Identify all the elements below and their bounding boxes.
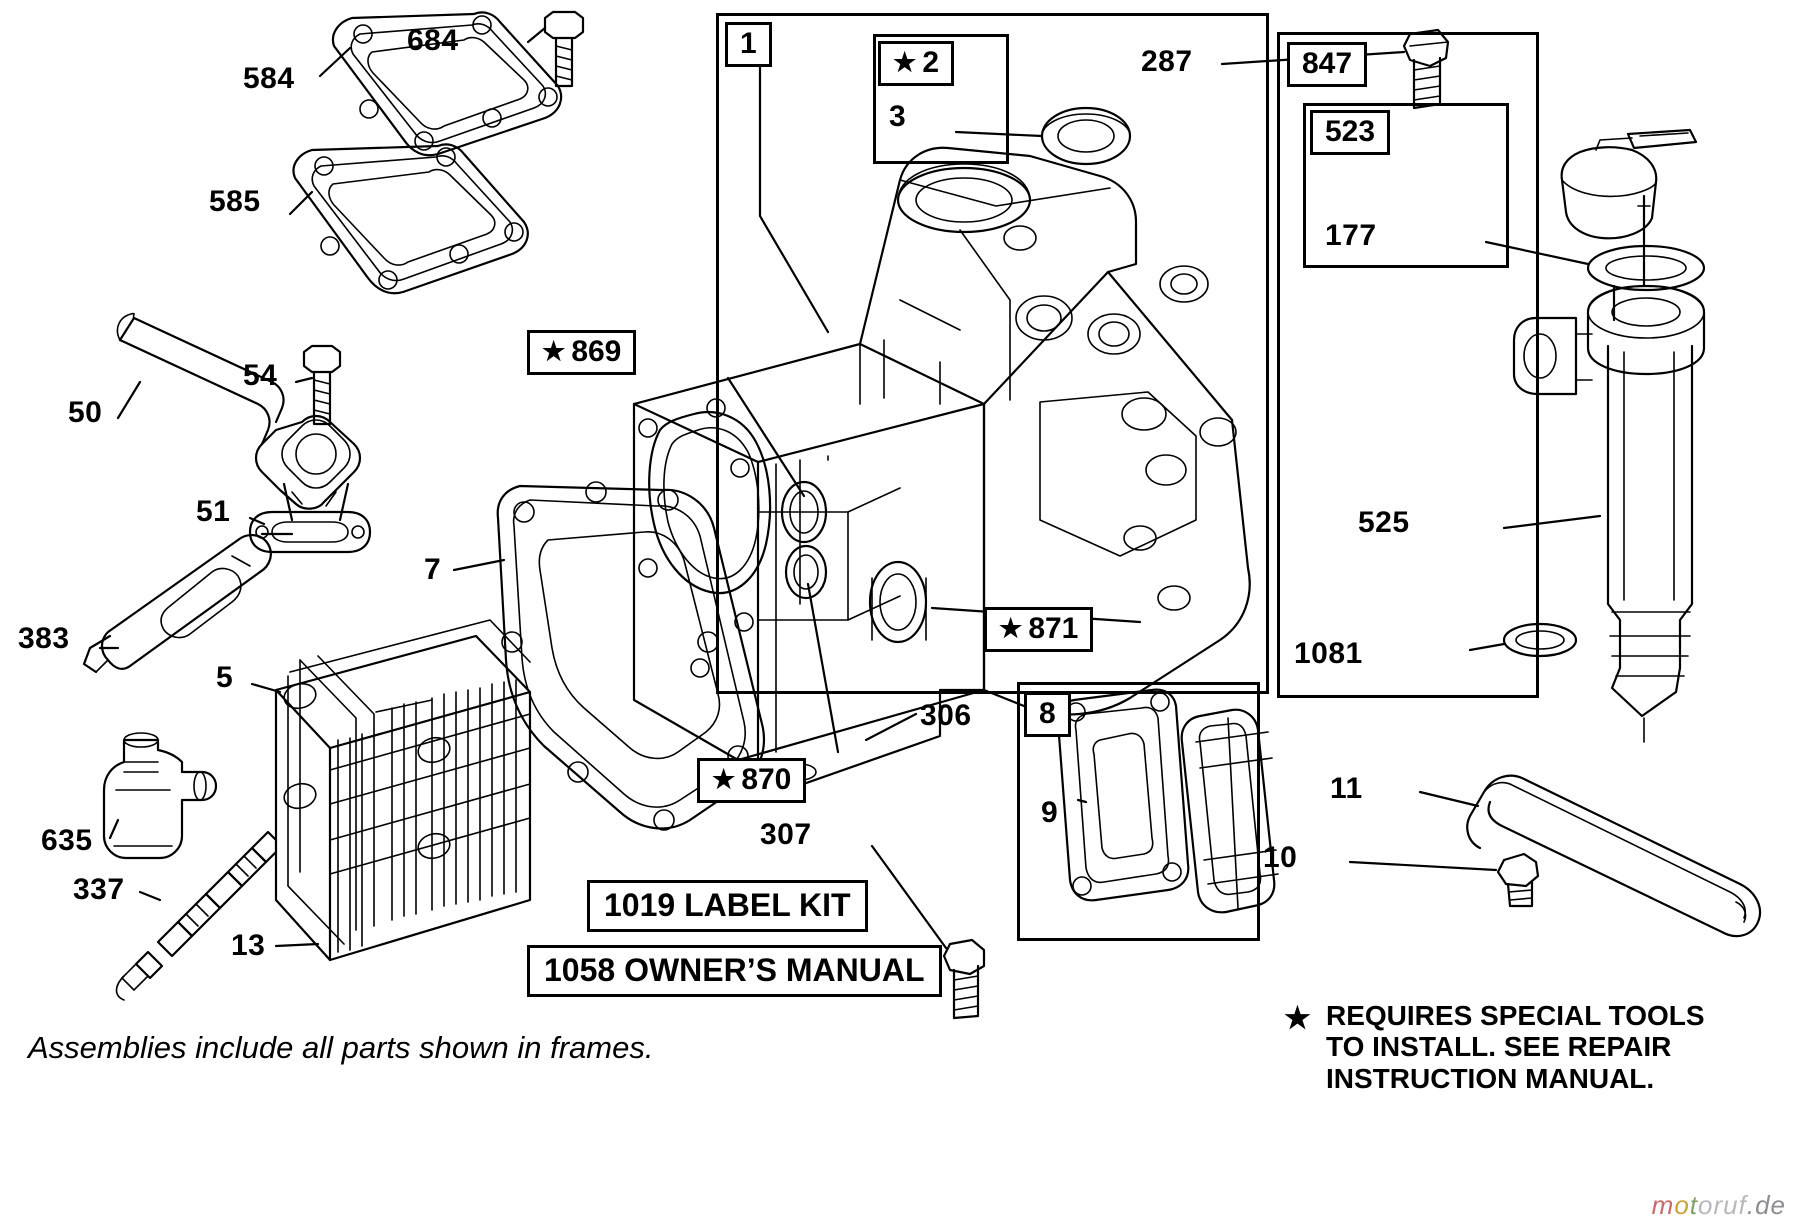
callout-684: 684 — [407, 24, 459, 57]
part-337-spark-plug — [117, 832, 283, 1000]
watermark — [1652, 1190, 1786, 1221]
star-icon: ★ — [1284, 1002, 1311, 1035]
special-tools-line-3: INSTRUCTION MANUAL. — [1326, 1062, 1655, 1094]
part-11-tube — [1467, 776, 1760, 936]
part-54-bolt — [304, 346, 340, 424]
watermark-de: .de — [1746, 1190, 1786, 1220]
callout-box-869-label: 869 — [571, 335, 622, 368]
part-684-bolt — [545, 12, 583, 86]
part-10-plug — [1498, 854, 1538, 906]
callout-50: 50 — [68, 396, 103, 429]
part-51-gasket — [250, 512, 370, 552]
callout-box-2 — [878, 41, 954, 86]
callout-9: 9 — [1041, 796, 1059, 829]
callout-54: 54 — [243, 359, 278, 392]
callout-635: 635 — [41, 824, 93, 857]
part-13-bolt — [316, 908, 434, 954]
callout-box-871 — [984, 607, 1093, 652]
part-525-dipstick-tube — [1514, 196, 1704, 742]
callout-307: 307 — [760, 818, 812, 851]
callout-box-2-label: 2 — [922, 46, 939, 79]
callout-13: 13 — [231, 929, 266, 962]
part-5-cylinder-head — [276, 620, 530, 960]
callout-box-869 — [527, 330, 636, 375]
callout-337: 337 — [73, 873, 125, 906]
callout-3: 3 — [889, 100, 907, 133]
callout-box-523: 523 — [1310, 110, 1390, 155]
callout-box-871-label: 871 — [1028, 612, 1079, 645]
callout-525: 525 — [1358, 506, 1410, 539]
callout-177: 177 — [1325, 219, 1377, 252]
special-tools-line-1: REQUIRES SPECIAL TOOLS — [1326, 1000, 1705, 1031]
assemblies-note: Assemblies include all parts shown in frames. — [28, 1030, 654, 1065]
special-tools-line-2: TO INSTALL. SEE REPAIR — [1326, 1031, 1672, 1063]
callout-1081: 1081 — [1294, 637, 1363, 670]
part-177-oring — [1588, 246, 1704, 290]
watermark-t: t — [1689, 1190, 1699, 1220]
callout-287: 287 — [1141, 45, 1193, 78]
callout-box-870-label: 870 — [741, 763, 792, 796]
callout-306: 306 — [920, 699, 972, 732]
callout-box-847: 847 — [1287, 42, 1367, 87]
part-51-breather-bracket — [256, 416, 360, 520]
callout-11: 11 — [1330, 772, 1363, 805]
label-kit-box: 1019 LABEL KIT — [587, 880, 868, 932]
part-523-dipstick-cap — [1562, 130, 1696, 238]
callout-box-8: 8 — [1024, 692, 1071, 737]
callout-585: 585 — [209, 185, 261, 218]
watermark-rest: oruf — [1698, 1190, 1747, 1220]
part-585-gasket — [294, 144, 528, 293]
part-307-bolt — [944, 940, 984, 1018]
owners-manual-box: 1058 OWNER’S MANUAL — [527, 945, 942, 997]
special-tools-note — [1284, 1000, 1786, 1094]
callout-584: 584 — [243, 62, 295, 95]
callout-7: 7 — [424, 553, 442, 586]
part-635-fitting — [104, 733, 216, 858]
callout-51: 51 — [196, 495, 231, 528]
part-383-tool — [84, 534, 292, 672]
watermark-m: m — [1651, 1190, 1675, 1220]
callout-10: 10 — [1263, 841, 1298, 874]
callout-box-1: 1 — [725, 22, 772, 67]
watermark-o: o — [1674, 1190, 1690, 1220]
callout-5: 5 — [216, 661, 234, 694]
callout-box-870 — [697, 758, 806, 803]
callout-383: 383 — [18, 622, 70, 655]
